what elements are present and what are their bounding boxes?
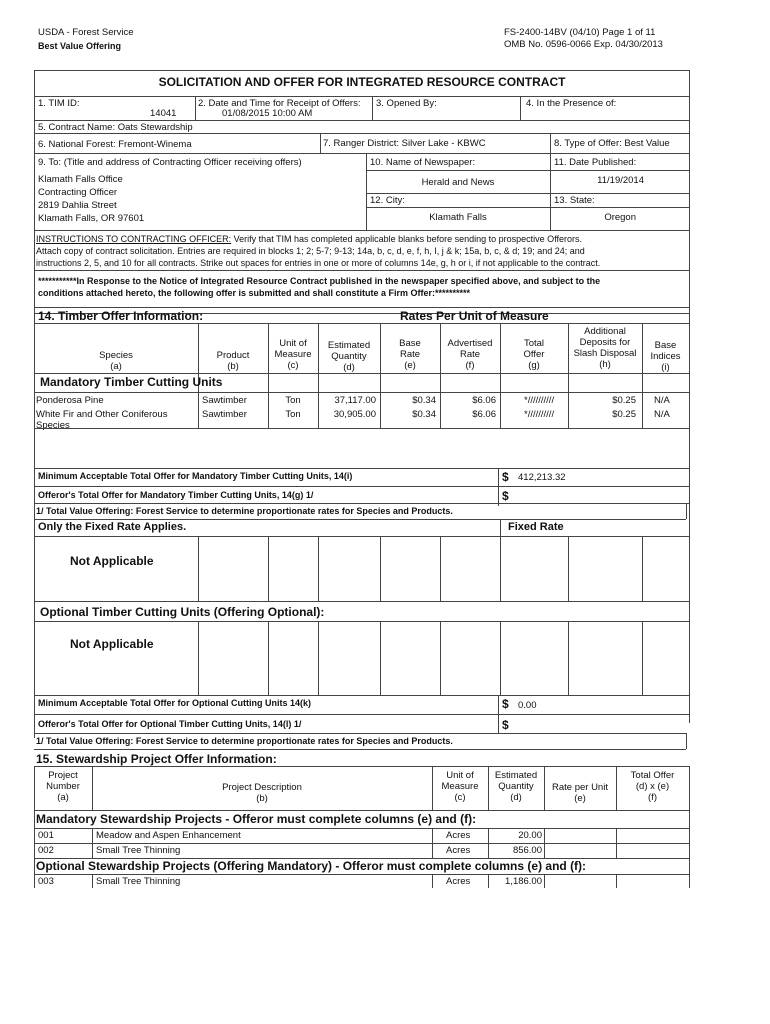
total-offer-cell[interactable]: *//////////: [524, 409, 555, 420]
stewardship-title: 15. Stewardship Project Offer Information:: [36, 752, 277, 766]
instructions-line2: Attach copy of contract solicitation. Entries are required in blocks 1; 2; 5-7; 9-13; 14a, b, c, d, e, f, h, I, j & k; 15a, b, c, & d; 19; and 24; and: [36, 246, 585, 256]
fixed-only-label: Only the Fixed Rate Applies.: [38, 521, 187, 533]
project-number-cell: 003: [38, 876, 54, 887]
response-line1: ***********In Response to the Notice of Integrated Resource Contract published in the newspaper specified above, and subject to the: [38, 276, 601, 286]
col-deposits: Additional Deposits for Slash Disposal (h): [573, 326, 637, 370]
project-number-cell: 001: [38, 830, 54, 841]
city-label: 12. City:: [370, 195, 405, 206]
state-label: 13. State:: [554, 195, 595, 206]
state-value[interactable]: Oregon: [604, 212, 636, 223]
index-cell: N/A: [654, 409, 670, 420]
unit-cell: Ton: [285, 409, 301, 420]
col-base-rate: Base Rate (e): [399, 338, 421, 371]
presence-label: 4. In the Presence of:: [526, 98, 617, 109]
project-quantity-cell: 20.00: [518, 830, 542, 841]
project-number-cell: 002: [38, 845, 54, 856]
offer-type-field[interactable]: 8. Type of Offer: Best Value: [554, 138, 670, 149]
advertised-cell: $6.06: [472, 409, 496, 420]
col-total-offer: Total Offer (d) x (e) (f): [630, 770, 675, 803]
base-rate-cell: $0.34: [412, 409, 436, 420]
col-unit: Unit of Measure (c): [274, 338, 312, 371]
opened-by-label: 3. Opened By:: [376, 98, 437, 109]
not-applicable-optional: Not Applicable: [70, 637, 154, 651]
published-value[interactable]: 11/19/2014: [597, 175, 644, 186]
form-title: SOLICITATION AND OFFER FOR INTEGRATED RESOURCE CONTRACT: [158, 75, 566, 89]
mandatory-timber-title: Mandatory Timber Cutting Units: [40, 375, 223, 389]
col-project-description: Project Description (b): [222, 782, 302, 804]
base-rate-cell: $0.34: [412, 395, 436, 406]
total-offer-cell[interactable]: *//////////: [524, 395, 555, 406]
optional-stewardship-title: Optional Stewardship Projects (Offering Mandatory) - Offeror must complete columns (e) and (f):: [36, 859, 587, 873]
deposit-cell: $0.25: [612, 395, 636, 406]
min-mandatory-label: Minimum Acceptable Total Offer for Mandatory Timber Cutting Units, 14(i): [38, 471, 353, 481]
response-line2: conditions attached hereto, the following offer is submitted and shall constitute a Firm Offer:**********: [38, 288, 471, 298]
total-input[interactable]: [618, 829, 687, 842]
deposit-cell: $0.25: [612, 409, 636, 420]
agency-name: USDA - Forest Service: [38, 27, 134, 38]
officer-address[interactable]: Klamath Falls Office Contracting Officer 2819 Dahlia Street Klamath Falls, OR 97601: [38, 174, 145, 224]
form-subtitle: Best Value Offering: [38, 41, 122, 51]
tim-id-value[interactable]: 14041: [150, 108, 177, 119]
to-label: 9. To: (Title and address of Contracting Officer receiving offers): [38, 157, 302, 168]
project-description-cell: Small Tree Thinning: [96, 845, 181, 856]
rate-input[interactable]: [546, 829, 614, 842]
advertised-cell: $6.06: [472, 395, 496, 406]
product-cell: Sawtimber: [202, 395, 247, 406]
unit-cell: Ton: [285, 395, 301, 406]
product-cell: Sawtimber: [202, 409, 247, 420]
optional-timber-title: Optional Timber Cutting Units (Offering Optional):: [40, 605, 325, 619]
species-cell: White Fir and Other Coniferous Species: [36, 409, 168, 431]
offeror-mandatory-label: Offeror's Total Offer for Mandatory Timber Cutting Units, 14(g) 1/: [38, 490, 314, 500]
national-forest-field[interactable]: 6. National Forest: Fremont-Winema: [38, 139, 192, 150]
min-optional-label: Minimum Acceptable Total Offer for Optional Cutting Units 14(k): [38, 698, 312, 708]
footnote-optional: 1/ Total Value Offering: Forest Service to determine proportionate rates for Species and Products.: [36, 736, 453, 746]
rate-input[interactable]: [546, 844, 614, 857]
published-label: 11. Date Published:: [554, 157, 637, 168]
dollar-sign: $: [502, 718, 509, 732]
dollar-sign: $: [502, 489, 509, 503]
species-cell: Ponderosa Pine: [36, 395, 104, 406]
col-project-number: Project Number (a): [46, 770, 80, 803]
total-input[interactable]: [618, 875, 687, 887]
rate-input[interactable]: [546, 875, 614, 887]
receipt-date-value[interactable]: 01/08/2015 10:00 AM: [222, 108, 313, 119]
dollar-sign: $: [502, 697, 509, 711]
instructions-line1: INSTRUCTIONS TO CONTRACTING OFFICER: Verify that TIM has completed applicable blanks before sending to prospective Offerors.: [36, 234, 583, 244]
form-number: FS-2400-14BV (04/10) Page 1 of 11: [504, 27, 656, 38]
footnote-mandatory: 1/ Total Value Offering: Forest Service to determine proportionate rates for Species and Products.: [36, 506, 453, 516]
col-advertised: Advertised Rate (f): [447, 338, 493, 371]
instructions-line3: instructions 2, 5, and 10 for all contracts. Strike out spaces for entries in one or more of columns 14e, g, h or i, if not applicable to the contract.: [36, 258, 601, 268]
project-unit-cell: Acres: [446, 876, 471, 887]
timber-offer-title: 14. Timber Offer Information:: [38, 309, 204, 323]
project-quantity-cell: 1,186.00: [505, 876, 542, 887]
project-quantity-cell: 856.00: [512, 845, 542, 856]
col-product: Product (b): [216, 350, 250, 372]
col-project-quantity: Estimated Quantity (d): [494, 770, 538, 803]
offeror-optional-input[interactable]: [518, 716, 684, 732]
min-mandatory-value: 412,213.32: [518, 472, 566, 483]
city-value[interactable]: Klamath Falls: [429, 212, 487, 223]
quantity-cell: 30,905.00: [333, 409, 376, 420]
dollar-sign: $: [502, 470, 509, 484]
tim-id-label: 1. TIM ID:: [38, 98, 80, 109]
col-indices: Base Indices (i): [650, 340, 681, 373]
project-description-cell: Small Tree Thinning: [96, 876, 181, 887]
omb-number: OMB No. 0596-0066 Exp. 04/30/2013: [504, 39, 663, 50]
newspaper-label: 10. Name of Newspaper:: [370, 157, 476, 168]
col-quantity: Estimated Quantity (d): [327, 340, 371, 373]
ranger-district-field[interactable]: 7. Ranger District: Silver Lake - KBWC: [323, 138, 486, 149]
col-rate-per-unit: Rate per Unit (e): [552, 782, 608, 804]
receipt-date-label: 2. Date and Time for Receipt of Offers:: [198, 98, 361, 109]
fixed-rate-label: Fixed Rate: [508, 521, 564, 533]
col-project-unit: Unit of Measure (c): [441, 770, 479, 803]
instructions-heading: INSTRUCTIONS TO CONTRACTING OFFICER:: [36, 234, 232, 244]
project-unit-cell: Acres: [446, 830, 471, 841]
offeror-optional-label: Offeror's Total Offer for Optional Timber Cutting Units, 14(l) 1/: [38, 719, 302, 729]
total-input[interactable]: [618, 844, 687, 857]
mandatory-stewardship-title: Mandatory Stewardship Projects - Offeror must complete columns (e) and (f):: [36, 812, 477, 826]
min-optional-value: 0.00: [518, 700, 537, 711]
newspaper-value[interactable]: Herald and News: [421, 177, 495, 188]
index-cell: N/A: [654, 395, 670, 406]
quantity-cell: 37,117.00: [334, 395, 376, 406]
col-species: Species (a): [99, 350, 133, 372]
not-applicable-fixed: Not Applicable: [70, 554, 154, 568]
col-total-offer: Total Offer (g): [523, 338, 545, 371]
offeror-mandatory-input[interactable]: [518, 488, 684, 504]
project-unit-cell: Acres: [446, 845, 471, 856]
rates-title: Rates Per Unit of Measure: [400, 309, 549, 323]
project-description-cell: Meadow and Aspen Enhancement: [96, 830, 241, 841]
contract-name-field[interactable]: 5. Contract Name: Oats Stewardship: [38, 122, 193, 133]
